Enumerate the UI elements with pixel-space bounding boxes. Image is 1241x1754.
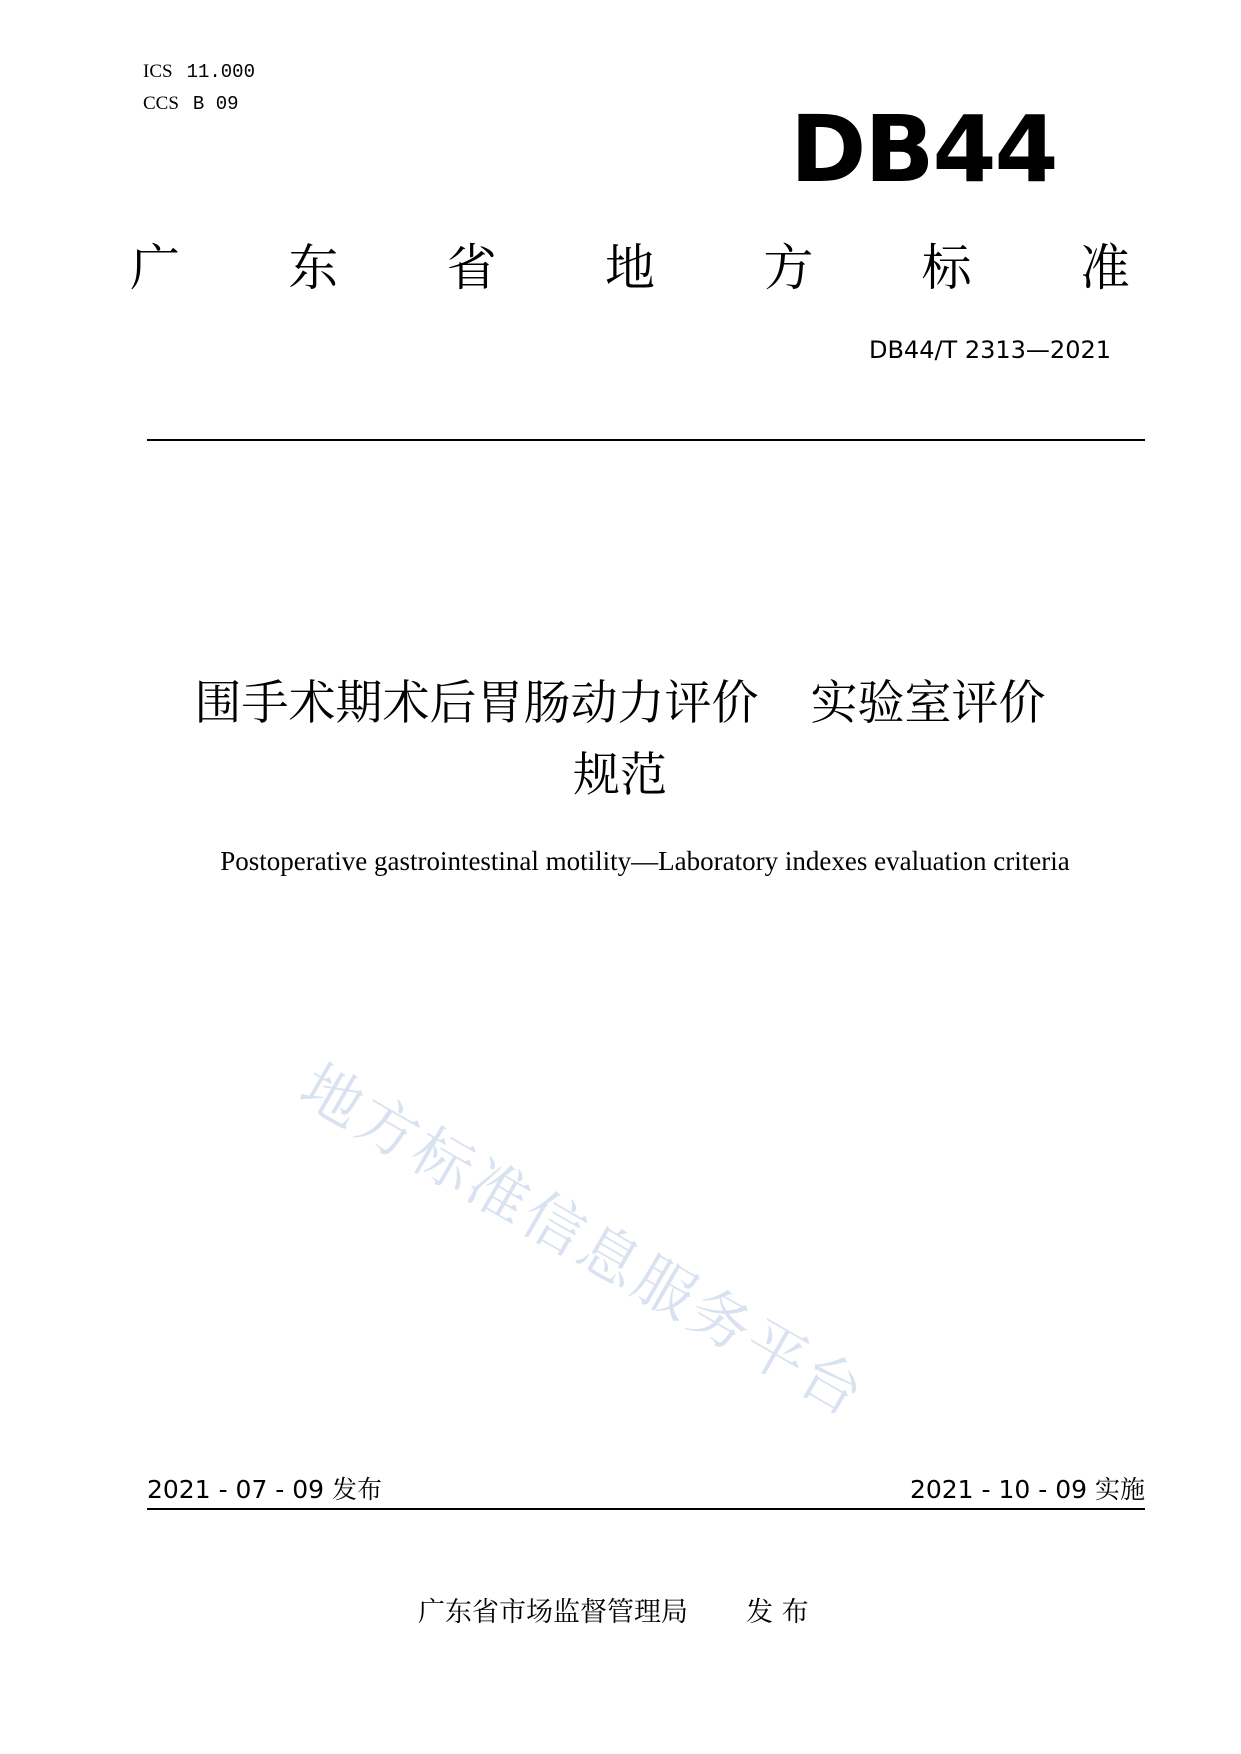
standard-type-char: 东 <box>288 239 339 297</box>
standard-number: DB44/T 2313—2021 <box>868 336 1111 364</box>
ccs-label: CCS <box>143 93 179 114</box>
standard-type-char: 省 <box>446 239 497 297</box>
issuer-name: 广东省市场监督管理局 <box>418 1597 688 1628</box>
chinese-title-line-1 <box>140 668 1100 740</box>
ccs-code: B 09 <box>192 93 239 115</box>
top-divider <box>147 439 1145 441</box>
issue-date: 2021 - 07 - 09 发布 <box>147 1475 383 1504</box>
chinese-title <box>140 668 1100 812</box>
title-part-1: 围手术期术后胃肠动力评价 <box>194 676 759 731</box>
issuer-action: 发 布 <box>746 1597 809 1628</box>
english-title: Postoperative gastrointestinal motility—Laboratory indexes evaluation criteria <box>220 846 1070 876</box>
issuer <box>418 1590 809 1629</box>
standard-type-heading <box>130 238 1130 298</box>
title-part-2: 实验室评价 <box>810 676 1046 731</box>
watermark: 地方标准信息服务平台 <box>288 1051 878 1432</box>
bottom-divider <box>147 1508 1145 1510</box>
ics-row <box>143 56 255 88</box>
classification-codes <box>143 56 255 120</box>
implementation-date: 2021 - 10 - 09 实施 <box>909 1475 1145 1504</box>
ics-code: 11.000 <box>186 61 255 83</box>
ics-label: ICS <box>143 61 173 82</box>
title-part-3: 规范 <box>573 748 667 803</box>
standard-type-char: 标 <box>921 239 972 297</box>
ccs-row <box>143 88 255 120</box>
standard-type-char: 准 <box>1079 239 1130 297</box>
standard-type-char: 广 <box>130 239 180 297</box>
standard-type-char: 地 <box>604 239 655 297</box>
standard-type-char: 方 <box>763 239 814 297</box>
db44-logo: DB44 <box>790 96 1057 203</box>
